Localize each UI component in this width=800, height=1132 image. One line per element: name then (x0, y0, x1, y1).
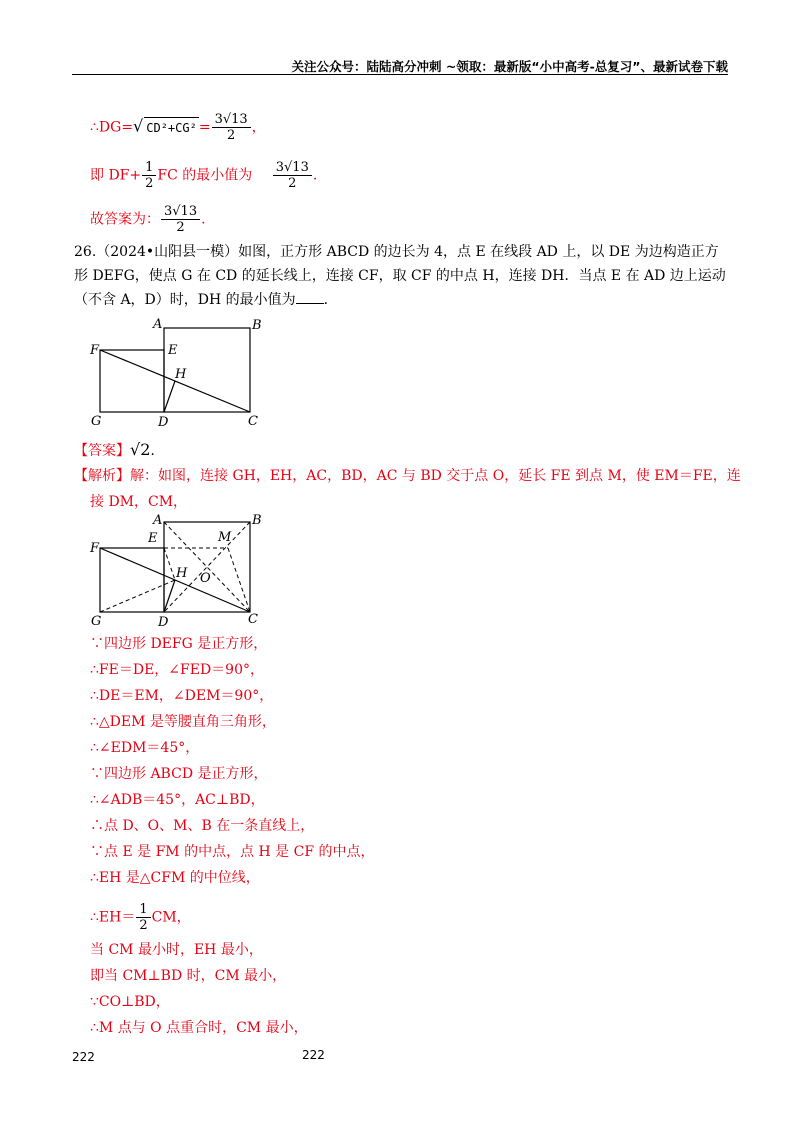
answer-tag: 【答案】 (74, 443, 130, 459)
page-number-left: 222 (72, 1050, 95, 1064)
step-line: ∵点 E 是 FM 的中点，点 H 是 CF 的中点， (90, 844, 375, 860)
label-f: F (90, 343, 100, 358)
step-line: ∴∠ADB＝45°，AC⊥BD， (90, 792, 265, 808)
label-d: D (158, 415, 169, 430)
step-line: ∴∠EDM＝45°， (90, 740, 200, 756)
label-c: C (248, 414, 258, 429)
square-defg (100, 350, 164, 412)
answer-value: √2 (130, 440, 151, 459)
label-c: C (248, 612, 258, 627)
segment-cm (228, 548, 250, 612)
fraction: $\frac{3√13}{2}$ (212, 112, 251, 143)
question-number: 26. (74, 244, 97, 260)
figure-2 (86, 510, 276, 630)
prev-line-1: ∴DG=√ CD²+CG² = $\frac{3√13}{2}$ ， (90, 112, 266, 143)
equals: = (198, 119, 211, 136)
page-header (72, 0, 728, 75)
header-text: 关注公众号：陆陆高分冲刺 ~领取：最新版“小中高考-总复习”、最新试卷下载 (291, 59, 728, 74)
eh-half-cm-line: ∴EH＝ $\frac{1}{2}$ CM， (90, 902, 191, 933)
label-o: O (200, 571, 211, 586)
label-e: E (168, 343, 178, 358)
fraction-half: $\frac{1}{2}$ (142, 160, 156, 191)
step-line: ∴点 D、O、M、B 在一条直线上， (90, 818, 315, 834)
step-line: ∴EH 是△CFM 的中位线， (90, 870, 260, 886)
analysis-tag: 【解析】 (74, 468, 130, 484)
label-a: A (153, 317, 163, 332)
fraction-half: $\frac{1}{2}$ (136, 902, 150, 933)
label-h: H (176, 566, 188, 581)
segment-eh (164, 548, 175, 580)
prev-dg-label: ∴DG= (90, 119, 134, 136)
label-a: A (153, 513, 163, 528)
step-line: 即当 CM⊥BD 时，CM 最小， (90, 968, 287, 984)
label-f: F (90, 541, 100, 556)
square-defg (100, 548, 164, 612)
step-line: ∴△DEM 是等腰直角三角形， (90, 714, 276, 730)
step-line: ∴M 点与 O 点重合时，CM 最小， (90, 1020, 308, 1036)
fraction: $\frac{3√13}{2}$ (161, 204, 200, 235)
label-h: H (175, 367, 187, 382)
page-number-center: 222 (302, 1048, 325, 1062)
step-line: ∵四边形 DEFG 是正方形， (90, 636, 268, 652)
step-line: ∵四边形 ABCD 是正方形， (90, 766, 268, 782)
label-b: B (252, 513, 262, 528)
label-d: D (158, 615, 169, 630)
figure-1 (86, 316, 276, 436)
answer-blank (296, 289, 324, 304)
label-b: B (252, 318, 262, 333)
label-g: G (91, 614, 102, 629)
analysis-line-2: 接 DM，CM， (90, 494, 188, 510)
question-text: （2024•山阳县一模）如图，正方形 ABCD 的边长为 4，点 E 在线段 AD 上，以 DE 为边构造正方形 DEFG，使点 G 在 CD 的延长线上，连接 CF，取 CF 的中点 H，连接 DH．当点 E 在 AD 边上运动（不含 A，D）时，DH 的最小值为 (74, 244, 726, 308)
segment-dh (164, 580, 175, 612)
fraction: $\frac{3√13}{2}$ (273, 160, 312, 191)
label-g: G (91, 414, 102, 429)
radicand: CD²+CG² (144, 117, 199, 138)
step-line: ∴FE＝DE，∠FED＝90°， (90, 662, 264, 678)
step-line: ∴DE＝EM，∠DEM＝90°， (90, 688, 274, 704)
segment-dh (164, 381, 175, 412)
answer-line: 【答案】√2. (74, 440, 155, 459)
label-m: M (218, 530, 232, 545)
prev-line-3: 故答案为： $\frac{3√13}{2}$ . (90, 204, 206, 235)
analysis-line-1: 【解析】解：如图，连接 GH，EH，AC，BD，AC 与 BD 交于点 O，延长 FE 到点 M，使 EM＝FE，连 (74, 468, 741, 484)
prev-line-2: 即 DF+ $\frac{1}{2}$ FC 的最小值为 $\frac{3√13}{2}$ . (90, 160, 318, 191)
step-line: ∵CO⊥BD， (90, 994, 170, 1010)
label-e: E (148, 531, 158, 546)
step-line: 当 CM 最小时，EH 最小， (90, 942, 263, 958)
radical-sign: √ (133, 116, 144, 136)
question-26: 26.（2024•山阳县一模）如图，正方形 ABCD 的边长为 4，点 E 在线段 AD 上，以 DE 为边构造正方形 DEFG，使点 G 在 CD 的延长线上，连接 CF，取 CF 的中点 H，连接 DH．当点 E 在 AD 边上运动（不含 A，D）时，DH 的最小值为 ． (74, 244, 726, 308)
